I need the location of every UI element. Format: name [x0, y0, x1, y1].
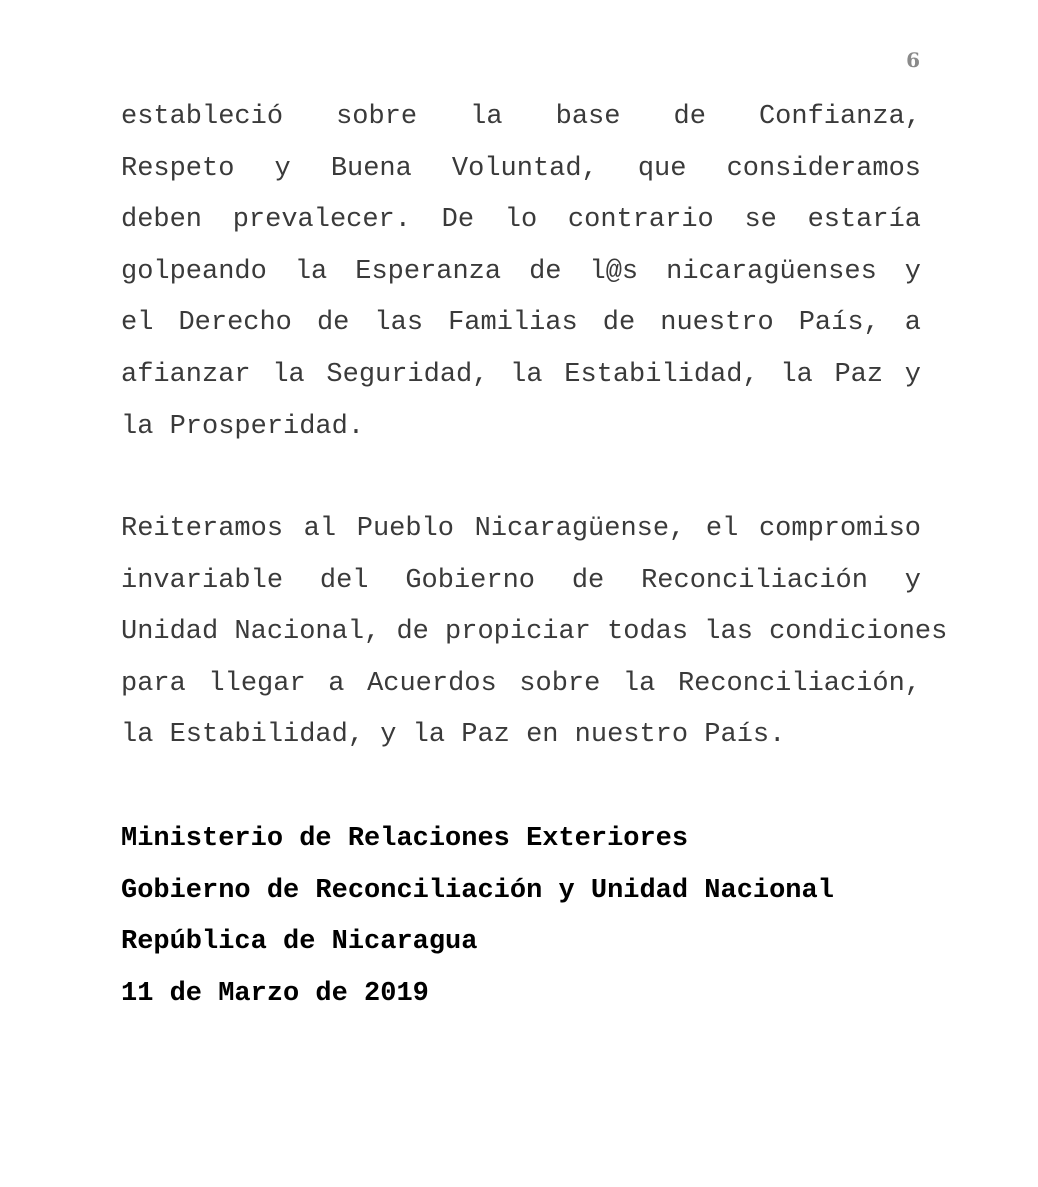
signature-country: República de Nicaragua	[121, 927, 478, 958]
page-number: 6	[906, 48, 920, 72]
paragraph-line: el Derecho de las Familias de nuestro País, a	[121, 308, 921, 339]
paragraph-line: la Prosperidad.	[121, 411, 365, 442]
paragraph-line: la Estabilidad, y la Paz en nuestro País.	[121, 720, 786, 751]
paragraph-line: deben prevalecer. De lo contrario se estaría	[121, 205, 921, 236]
paragraph-line: afianzar la Seguridad, la Estabilidad, la Paz y	[121, 359, 921, 390]
signature-ministry: Ministerio de Relaciones Exteriores	[121, 824, 689, 854]
paragraph-line: Unidad Nacional, de propiciar todas las condiciones	[121, 617, 948, 648]
paragraph-line: invariable del Gobierno de Reconciliación y	[121, 565, 921, 596]
signature-date: 11 de Marzo de 2019	[121, 978, 429, 1009]
signature-block	[121, 814, 834, 1020]
paragraph-line: golpeando la Esperanza de l@s nicaragüenses y	[121, 256, 921, 287]
signature-government: Gobierno de Reconciliación y Unidad Nacional	[121, 875, 834, 906]
paragraph-1	[121, 92, 921, 453]
paragraph-line: para llegar a Acuerdos sobre la Reconciliación,	[121, 668, 921, 699]
paragraph-line: Respeto y Buena Voluntad, que consideramos	[121, 153, 921, 184]
paragraph-line: estableció sobre la base de Confianza,	[121, 102, 921, 132]
paragraph-2	[121, 504, 948, 762]
paragraph-line: Reiteramos al Pueblo Nicaragüense, el compromiso	[121, 514, 921, 544]
